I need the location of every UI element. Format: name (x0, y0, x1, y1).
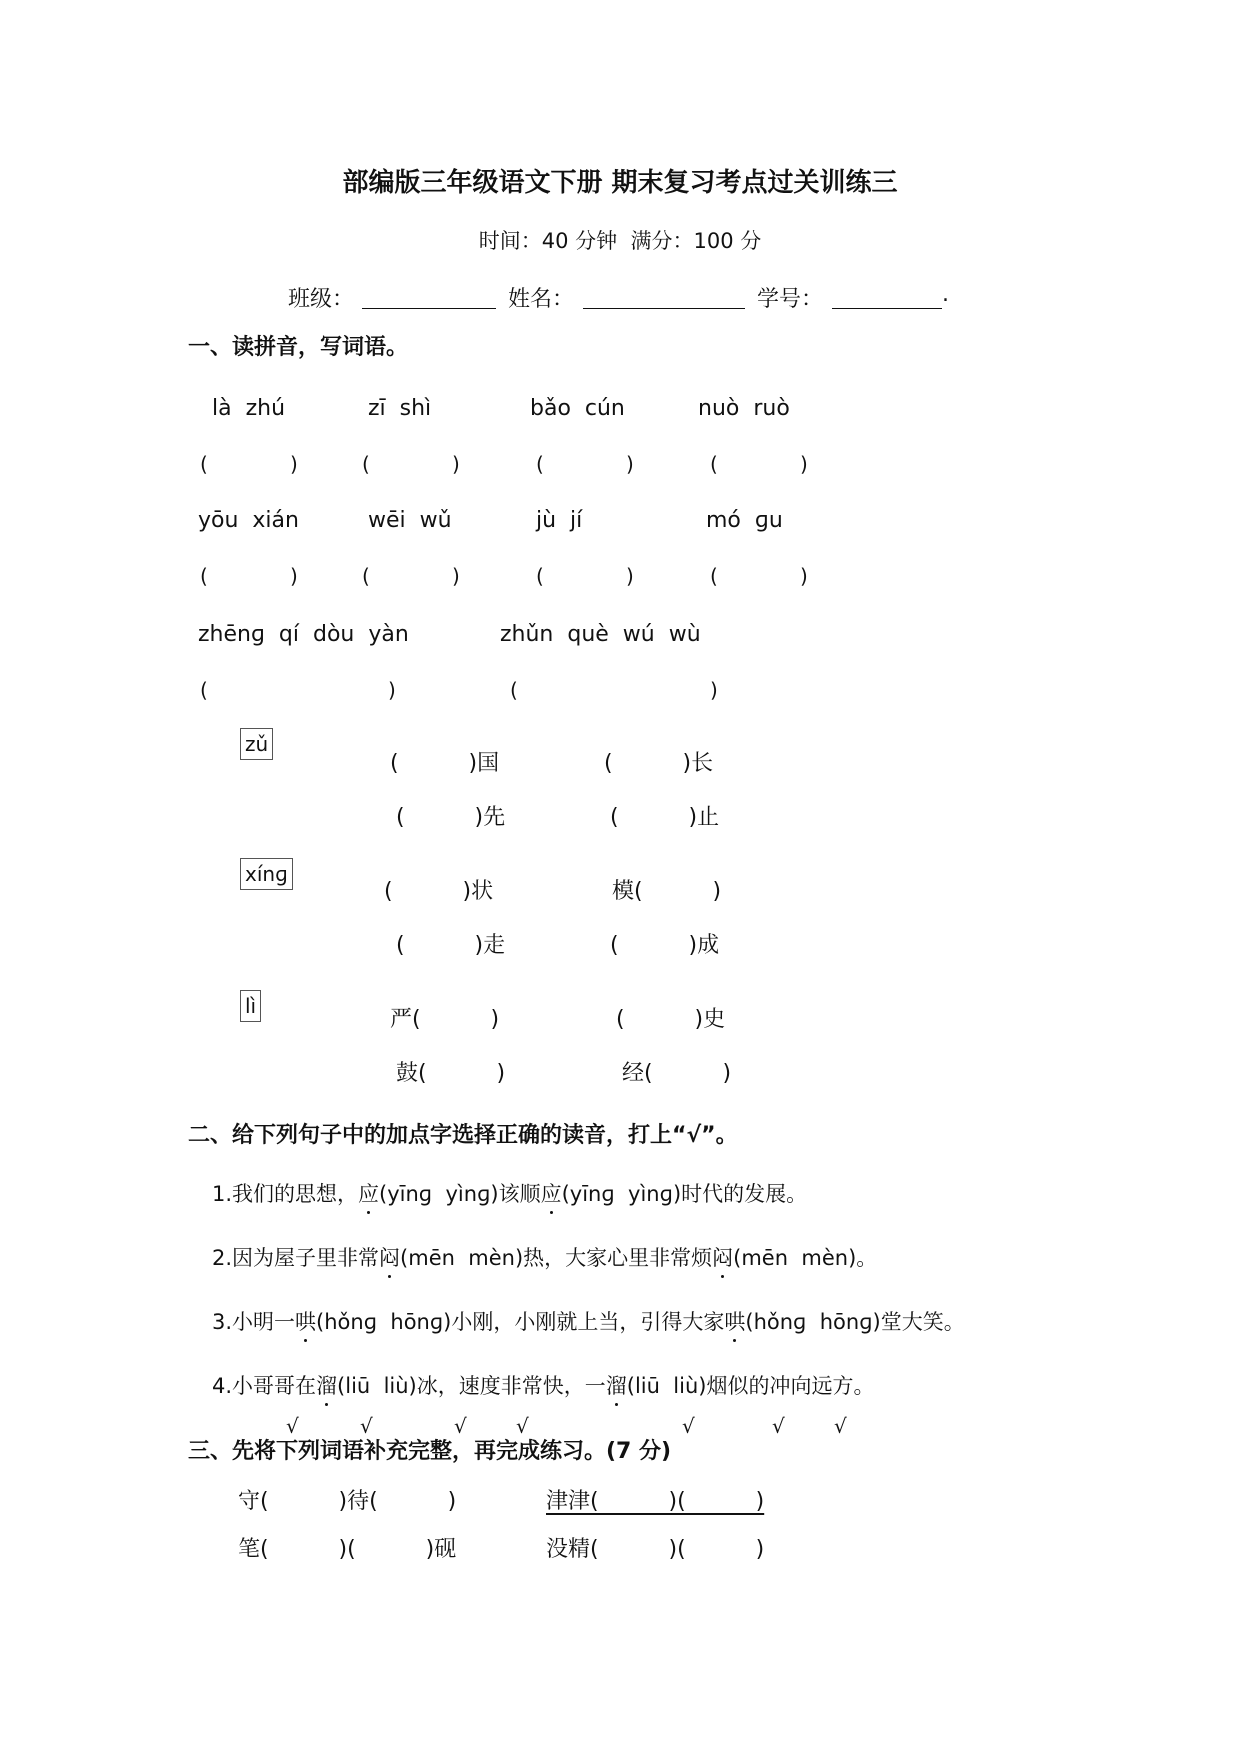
pinyin-9: zhēnɡ qí dòu yàn (198, 622, 409, 647)
answer-close: ) (710, 678, 718, 702)
number-end: . (942, 282, 949, 307)
pinyin-2: zī shì (368, 396, 432, 421)
fill-blank[interactable]: ( )止 (610, 805, 720, 830)
sentence-1: 1.我们的思想，应(yīnɡ yìnɡ)该顺应(yīnɡ yìnɡ)时代的发展。 (212, 1178, 807, 1208)
polyphone-box: xínɡ (240, 858, 293, 890)
pinyin-5: yōu xián (198, 508, 299, 533)
tick-mark: √ (834, 1414, 847, 1438)
answer-open: ( (362, 452, 370, 476)
idiom-fill[interactable]: 津津( )( ) (546, 1489, 765, 1514)
tick-mark: √ (286, 1414, 299, 1438)
exam-time-score: 时间：40 分钟 满分：100 分 (478, 229, 762, 253)
idiom-fill[interactable]: 没精( )( ) (546, 1537, 765, 1562)
answer-open: ( (536, 452, 544, 476)
section2-heading: 二、给下列句子中的加点字选择正确的读音，打上“√”。 (188, 1123, 738, 1148)
answer-open: ( (200, 678, 208, 702)
answer-open: ( (536, 564, 544, 588)
tick-mark: √ (454, 1414, 467, 1438)
polyphone-box: lì (240, 990, 261, 1022)
section1-heading: 一、读拼音，写词语。 (188, 335, 409, 360)
fill-blank[interactable]: 经( ) (622, 1061, 732, 1086)
class-field[interactable] (362, 308, 496, 309)
tick-mark: √ (772, 1414, 785, 1438)
answer-close: ) (626, 564, 634, 588)
answer-close: ) (452, 452, 460, 476)
pinyin-10: zhǔn què wú wù (500, 622, 701, 647)
sentence-3: 3.小明一哄(hǒnɡ hōnɡ)小刚，小刚就上当，引得大家哄(hǒnɡ hōnɡ)堂大笑。 (212, 1306, 965, 1336)
name-label: 姓名： (508, 287, 575, 312)
pinyin-3: bǎo cún (530, 396, 625, 421)
idiom-fill[interactable]: 笔( )( )砚 (238, 1537, 457, 1562)
answer-open: ( (710, 564, 718, 588)
answer-close: ) (290, 564, 298, 588)
number-label: 学号： (757, 287, 824, 312)
pinyin-6: wēi wǔ (368, 508, 452, 533)
answer-close: ) (800, 564, 808, 588)
fill-blank[interactable]: 严( ) (390, 1007, 500, 1032)
fill-blank[interactable]: 模( ) (612, 879, 722, 904)
answer-close: ) (800, 452, 808, 476)
pinyin-4: nuò ruò (698, 396, 790, 421)
fill-blank[interactable]: 鼓( ) (396, 1061, 506, 1086)
tick-mark: √ (682, 1414, 695, 1438)
answer-open: ( (362, 564, 370, 588)
sentence-4: 4.小哥哥在溜(liū liù)冰，速度非常快，一溜(liū liù)烟似的冲向远方。 (212, 1370, 874, 1400)
fill-blank[interactable]: ( )国 (390, 751, 500, 776)
answer-open: ( (710, 452, 718, 476)
fill-blank[interactable]: ( )先 (396, 805, 506, 830)
fill-blank[interactable]: ( )史 (616, 1007, 726, 1032)
answer-close: ) (626, 452, 634, 476)
pinyin-1: là zhú (212, 396, 286, 421)
pinyin-8: mó ɡu (706, 508, 783, 533)
page-title: 部编版三年级语文下册 期末复习考点过关训练三 (342, 168, 898, 198)
number-field[interactable] (832, 308, 942, 309)
answer-open: ( (200, 564, 208, 588)
tick-mark: √ (360, 1414, 373, 1438)
fill-blank[interactable]: ( )成 (610, 933, 720, 958)
fill-blank[interactable]: ( )状 (384, 879, 494, 904)
name-field[interactable] (583, 308, 745, 309)
tick-mark: √ (516, 1414, 529, 1438)
idiom-fill[interactable]: 守( )待( ) (238, 1489, 457, 1514)
class-label: 班级： (288, 287, 355, 312)
fill-blank[interactable]: ( )走 (396, 933, 506, 958)
answer-close: ) (388, 678, 396, 702)
sentence-2: 2.因为屋子里非常闷(mēn mèn)热，大家心里非常烦闷(mēn mèn)。 (212, 1242, 877, 1272)
section3-heading: 三、先将下列词语补充完整，再完成练习。(7 分) (188, 1439, 672, 1464)
pinyin-7: jù jí (536, 508, 583, 533)
fill-blank[interactable]: ( )长 (604, 751, 714, 776)
polyphone-box: zǔ (240, 728, 273, 760)
answer-open: ( (510, 678, 518, 702)
answer-open: ( (200, 452, 208, 476)
answer-close: ) (452, 564, 460, 588)
answer-close: ) (290, 452, 298, 476)
